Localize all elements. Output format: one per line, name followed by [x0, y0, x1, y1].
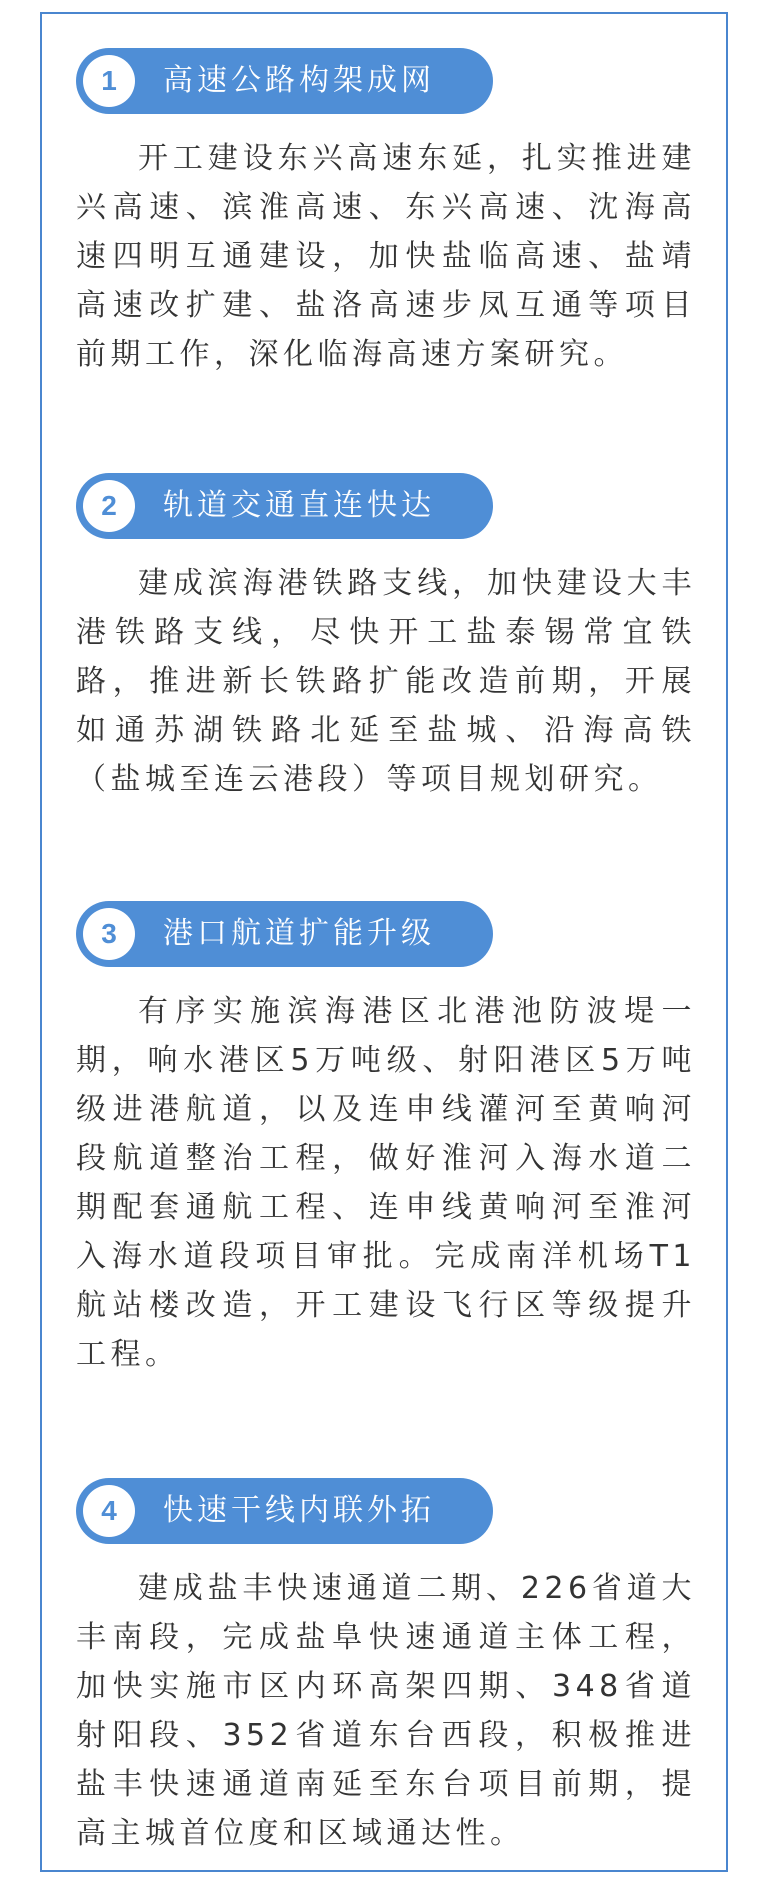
section-header	[76, 1478, 493, 1544]
section-header	[76, 473, 493, 539]
section-highway	[76, 48, 696, 379]
section-paragraph: 有序实施滨海港区北港池防波堤一期，响水港区5万吨级、射阳港区5万吨级进港航道，以及连申线灌河至黄响河段航道整治工程，做好淮河入海水道二期配套通航工程、连申线黄响河至淮河入海水道段项目审批。完成南洋机场T1航站楼改造，开工建设飞行区等级提升工程。	[76, 994, 696, 1372]
section-port	[76, 901, 696, 1379]
section-expressway	[76, 1478, 696, 1858]
section-number-badge: 1	[83, 55, 135, 107]
section-number-badge: 4	[83, 1485, 135, 1537]
section-number-badge: 2	[83, 480, 135, 532]
section-number-badge: 3	[83, 908, 135, 960]
section-title: 港口航道扩能升级	[163, 916, 435, 951]
section-paragraph: 建成盐丰快速通道二期、226省道大丰南段，完成盐阜快速通道主体工程，加快实施市区内环高架四期、348省道射阳段、352省道东台西段，积极推进盐丰快速通道南延至东台项目前期，提高主城首位度和区域通达性。	[76, 1571, 696, 1851]
section-title: 快速干线内联外拓	[163, 1493, 435, 1528]
section-title: 高速公路构架成网	[163, 63, 435, 98]
section-paragraph: 建成滨海港铁路支线，加快建设大丰港铁路支线，尽快开工盐泰锡常宜铁路，推进新长铁路扩能改造前期，开展如通苏湖铁路北延至盐城、沿海高铁（盐城至连云港段）等项目规划研究。	[76, 566, 696, 797]
section-paragraph: 开工建设东兴高速东延，扎实推进建兴高速、滨淮高速、东兴高速、沈海高速四明互通建设，加快盐临高速、盐靖高速改扩建、盐洛高速步凤互通等项目前期工作，深化临海高速方案研究。	[76, 141, 696, 372]
section-header	[76, 48, 493, 114]
section-rail	[76, 473, 696, 804]
section-header	[76, 901, 493, 967]
section-title: 轨道交通直连快达	[163, 488, 435, 523]
